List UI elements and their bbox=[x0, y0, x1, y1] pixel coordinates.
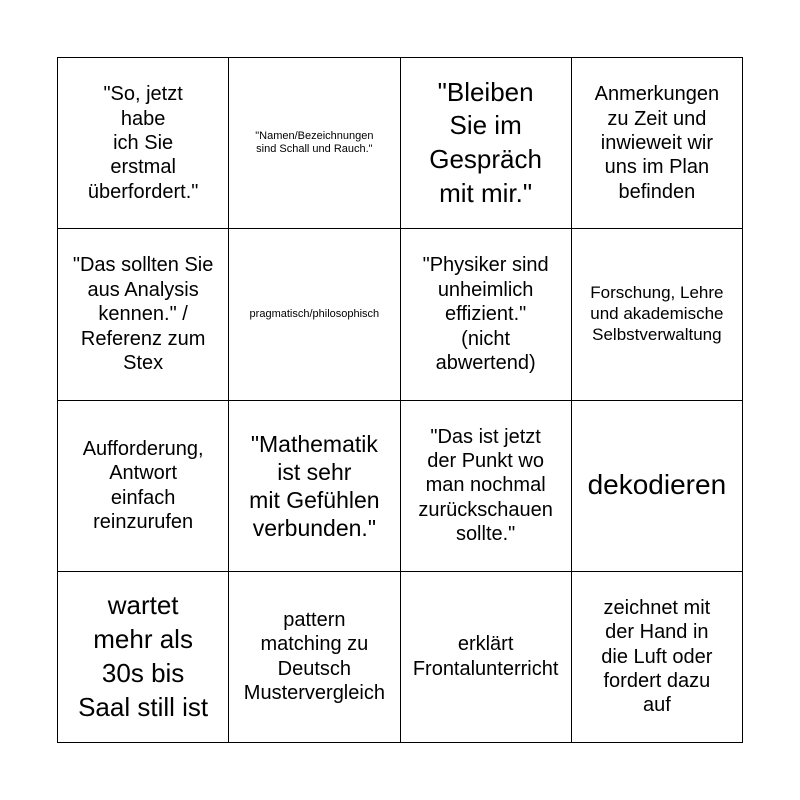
bingo-cell[interactable]: pragmatisch/philosophisch bbox=[229, 229, 400, 400]
bingo-cell[interactable]: erklärt Frontalunterricht bbox=[401, 572, 572, 743]
bingo-cell[interactable]: Anmerkungen zu Zeit und inwieweit wir uns im Plan befinden bbox=[572, 58, 743, 229]
bingo-board bbox=[57, 57, 743, 743]
bingo-cell[interactable]: wartet mehr als 30s bis Saal still ist bbox=[58, 572, 229, 743]
bingo-cell[interactable]: "Namen/Bezeichnungen sind Schall und Rauch." bbox=[229, 58, 400, 229]
bingo-cell[interactable]: "Mathematik ist sehr mit Gefühlen verbunden." bbox=[229, 401, 400, 572]
bingo-cell[interactable]: dekodieren bbox=[572, 401, 743, 572]
bingo-cell[interactable]: "Das sollten Sie aus Analysis kennen." / Referenz zum Stex bbox=[58, 229, 229, 400]
bingo-cell[interactable]: zeichnet mit der Hand in die Luft oder fordert dazu auf bbox=[572, 572, 743, 743]
bingo-cell[interactable]: pattern matching zu Deutsch Mustervergleich bbox=[229, 572, 400, 743]
bingo-cell[interactable]: Aufforderung, Antwort einfach reinzurufen bbox=[58, 401, 229, 572]
bingo-cell[interactable]: "So, jetzt habe ich Sie erstmal überfordert." bbox=[58, 58, 229, 229]
bingo-cell[interactable]: "Physiker sind unheimlich effizient." (nicht abwertend) bbox=[401, 229, 572, 400]
bingo-cell[interactable]: "Das ist jetzt der Punkt wo man nochmal zurückschauen sollte." bbox=[401, 401, 572, 572]
bingo-cell[interactable]: Forschung, Lehre und akademische Selbstverwaltung bbox=[572, 229, 743, 400]
bingo-cell[interactable]: "Bleiben Sie im Gespräch mit mir." bbox=[401, 58, 572, 229]
